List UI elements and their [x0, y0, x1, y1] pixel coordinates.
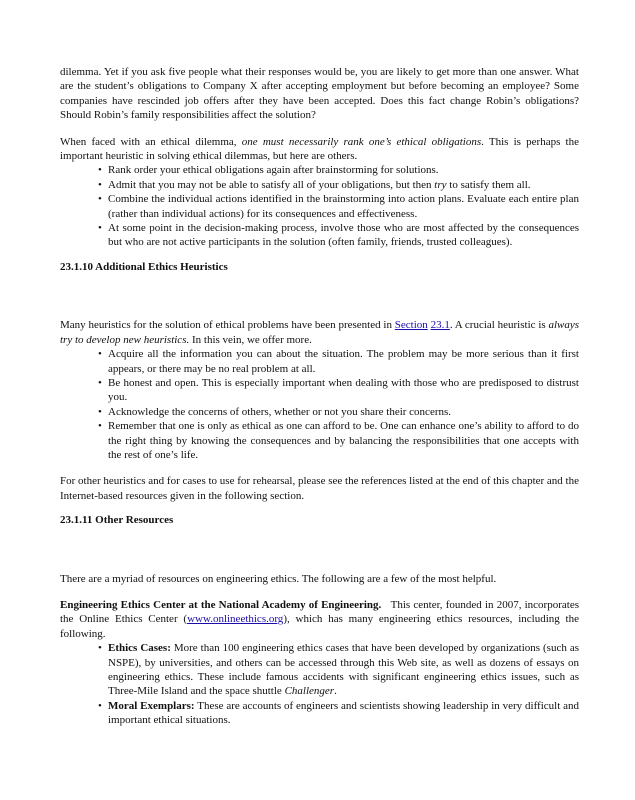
section-heading-additional-heuristics: 23.1.10 Additional Ethics Heuristics	[60, 260, 228, 273]
paragraph-ethical-dilemma	[60, 135, 579, 164]
p2-post: . This is perhaps the important heuristic in solving ethical dilemmas, but here are others.	[60, 135, 579, 163]
list-item	[60, 405, 579, 419]
bullet-icon: •	[98, 164, 102, 177]
list3-item1-pre: More than 100 engineering ethics cases that have been developed by organizations (such as NSPE), by universities, and others can be accessed through this Web site, as well as dozens of essays on engineering ethics. These include famous accidents with significant engineering ethics issues, such as Three-Mile Island and the space shuttle	[108, 642, 579, 698]
p6-post: ), which has many engineering ethics resources, including the following.	[60, 613, 579, 640]
list3-item1-em: Challenger	[284, 685, 335, 698]
paragraph-many-heuristics	[60, 318, 579, 347]
list-item	[60, 163, 579, 177]
paragraph-resources: There are a myriad of resources on engineering ethics. The following are a few of the most helpful.	[60, 572, 497, 585]
p6-bold: Engineering Ethics Center at the National Academy of Engineering.	[60, 598, 382, 611]
p3-emphasis: always try to develop new heuristics.	[60, 319, 580, 346]
list-item	[60, 221, 579, 250]
bullet-icon: •	[98, 642, 102, 655]
bullet-icon: •	[98, 376, 102, 389]
list1-item1: Rank order your ethical obligations again after brainstorming for solutions.	[108, 164, 439, 177]
paragraph-other-heuristics: For other heuristics and for cases to use for rehearsal, please see the references listed at the end of this chapter and the Internet-based resources given in the following section.	[60, 475, 579, 502]
list-heuristics	[60, 163, 579, 249]
list3-item1-post: .	[334, 685, 337, 698]
list2-item4: Remember that one is only as ethical as one can afford to be. One can enhance one’s ability to afford to do the right thing by knowing the consequences and by balancing the responsibilities that one accepts with the rest of one’s life.	[108, 420, 579, 461]
list-more-heuristics	[60, 347, 579, 462]
list2-item1: Acquire all the information you can about the situation. The problem may be more serious than it first appears, or there may be no real problem at all.	[108, 348, 579, 375]
p6-pre: This center, founded in 2007, incorporates the Online Ethics Center (	[60, 598, 579, 626]
bullet-icon: •	[98, 405, 102, 418]
list3-item2-text: These are accounts of engineers and scientists showing leadership in very difficult and important ethical situations.	[108, 699, 580, 727]
section-number-link[interactable]: 23.1	[430, 319, 450, 332]
p2-pre: When faced with an ethical dilemma,	[60, 135, 237, 148]
list-item	[60, 192, 579, 221]
list-item	[60, 376, 579, 405]
bullet-icon: •	[98, 420, 102, 433]
section-heading-other-resources: 23.1.11 Other Resources	[60, 514, 174, 527]
p3-mid: . A crucial heuristic is	[449, 319, 546, 332]
list-item	[60, 347, 579, 376]
list-resources	[60, 641, 579, 727]
bullet-icon: •	[98, 348, 102, 361]
list2-item3: Acknowledge the concerns of others, whether or not you share their concerns.	[108, 405, 452, 418]
bullet-icon: •	[98, 222, 102, 235]
list1-item2-em: try	[434, 178, 447, 191]
list3-item2-bold: Moral Exemplars:	[108, 699, 195, 712]
list-item	[60, 699, 579, 728]
document-body	[60, 65, 579, 728]
list1-item3: Combine the individual actions identified in the brainstorming into action plans. Evaluate each entire plan (rather than individual actions) for its consequences and effectiveness.	[108, 193, 579, 220]
list-item	[60, 178, 579, 192]
online-ethics-link[interactable]: www.onlineethics.org	[187, 613, 284, 626]
paragraph-dilemma: dilemma. Yet if you ask five people what their responses would be, you are likely to get more than one answer. What are the student’s obligations to Company X after accepting employment but before becoming an employee? Some companies have rescinded job offers after they have been accepted. Does this fact change Robin’s obligations? Should Robin’s family responsibilities affect the solution?	[60, 66, 579, 122]
list2-item2: Be honest and open. This is especially important when dealing with those who are predisposed to distrust you.	[108, 376, 579, 404]
list3-item1-bold: Ethics Cases:	[108, 642, 171, 655]
bullet-icon: •	[98, 193, 102, 206]
p2-emphasis: one must necessarily rank one’s ethical obligations	[241, 135, 482, 148]
section-link[interactable]: Section	[394, 319, 428, 332]
list-item	[60, 419, 579, 462]
list1-item2-post: to satisfy them all.	[449, 178, 531, 191]
paragraph-ethics-center	[60, 598, 579, 641]
bullet-icon: •	[98, 178, 102, 191]
list-item	[60, 641, 579, 699]
list1-item4: At some point in the decision-making process, involve those who are most affected by the consequences but who are not active participants in the solution (often family, friends, trusted colleagues).	[108, 222, 579, 249]
p3-pre: Many heuristics for the solution of ethical problems have been presented in	[60, 319, 392, 332]
p3-post: In this vein, we offer more.	[191, 333, 312, 346]
list1-item2-pre: Admit that you may not be able to satisfy all of your obligations, but then	[108, 178, 432, 191]
bullet-icon: •	[98, 699, 102, 712]
